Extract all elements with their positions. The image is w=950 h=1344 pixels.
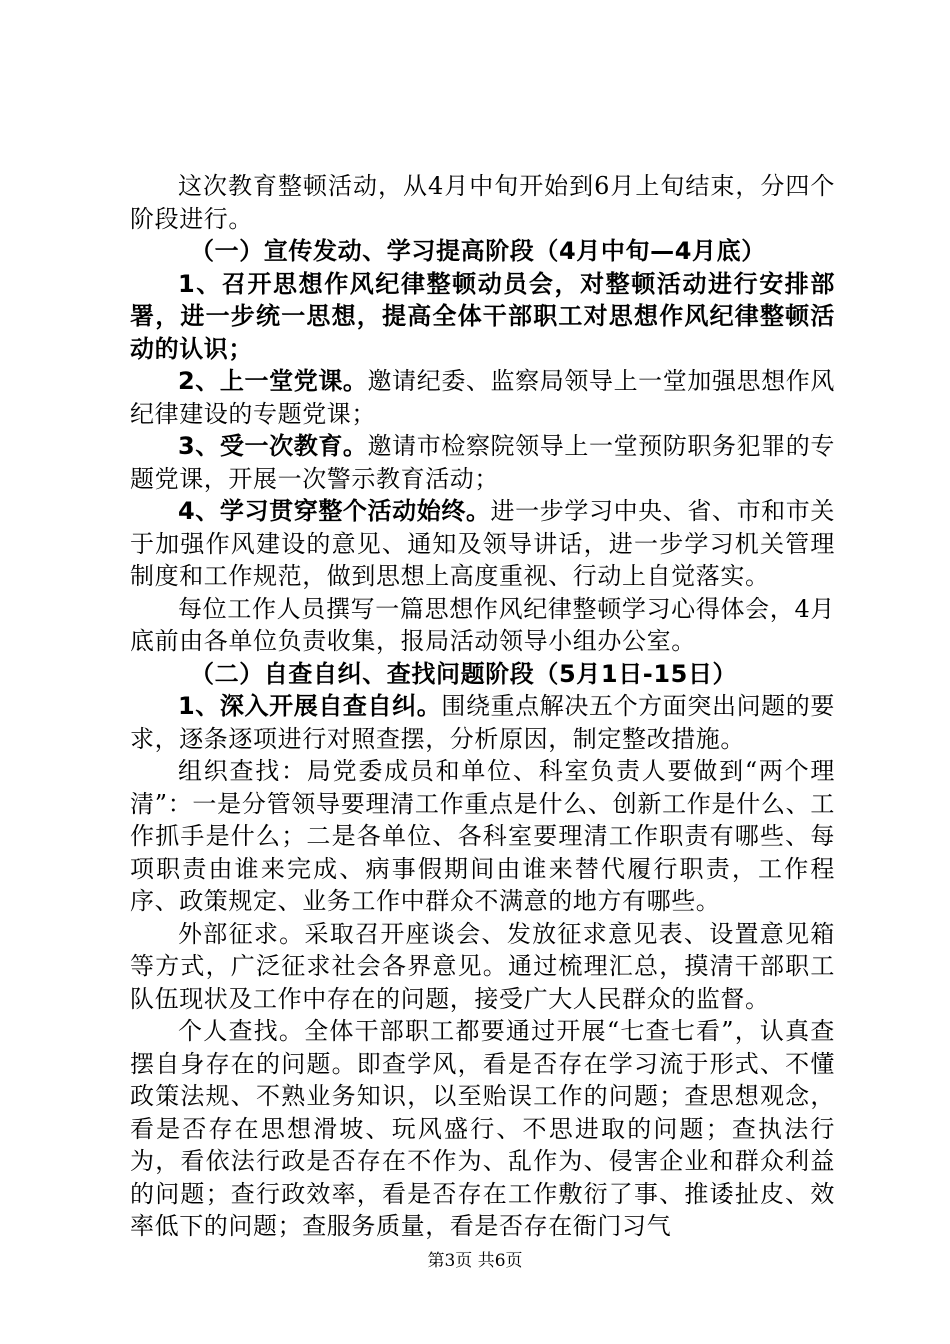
item-3-title: 3、受一次教育。 [178, 432, 368, 460]
item-3-text: 邀请市检察院领导上一堂预防职务犯罪的专题党课，开展一次警示教育活动； [130, 432, 835, 493]
page-footer: 第3页 共6页 [427, 1251, 523, 1271]
paragraph-self-check [130, 690, 835, 755]
item-4-title: 4、学习贯穿整个活动始终。 [178, 497, 491, 525]
self-check-title: 1、深入开展自查自纠。 [178, 692, 442, 720]
section-heading-1: （一）宣传发动、学习提高阶段（4月中旬—4月底） [190, 237, 766, 265]
self-check-text: 围绕重点解决五个方面突出问题的要求，逐条逐项进行对照查摆，分析原因，制定整改措施。 [130, 692, 835, 753]
paragraph-item-1: 1、召开思想作风纪律整顿动员会，对整顿活动进行安排部署，进一步统一思想，提高全体干部职工对思想作风纪律整顿活动的认识； [130, 269, 835, 363]
item-2-text: 邀请纪委、监察局领导上一堂加强思想作风纪律建设的专题党课； [130, 367, 835, 428]
paragraph-reflection: 每位工作人员撰写一篇思想作风纪律整顿学习心得体会，4月底前由各单位负责收集，报局活动领导小组办公室。 [130, 594, 835, 655]
item-2-title: 2、上一堂党课。 [178, 367, 368, 395]
paragraph-item-2 [130, 365, 835, 430]
item-4-text: 进一步学习中央、省、市和市关于加强作风建设的意见、通知及领导讲话，进一步学习机关管理制度和工作规范，做到思想上高度重视、行动上自觉落实。 [130, 497, 835, 590]
paragraph-personal: 个人查找。全体干部职工都要通过开展“七查七看”，认真查摆自身存在的问题。即查学风，看是否存在学习流于形式、不懂政策法规、不熟业务知识，以至贻误工作的问题；查思想观念，看是否存在思想滑坡、玩风盛行、不思进取的问题；查执法行为，看依法行政是否存在不作为、乱作为、侵害企业和群众利益的问题；查行政效率，看是否存在工作敷衍了事、推诿扯皮、效率低下的问题；查服务质量，看是否存在衙门习气 [130, 1017, 835, 1240]
paragraph-organize: 组织查找：局党委成员和单位、科室负责人要做到“两个理清”：一是分管领导要理清工作重点是什么、创新工作是什么、工作抓手是什么；二是各单位、各科室要理清工作职责有哪些、每项职责由谁来完成、病事假期间由谁来替代履行职责，工作程序、政策规定、业务工作中群众不满意的地方有哪些。 [130, 757, 835, 915]
document-body [130, 170, 835, 1243]
paragraph-external: 外部征求。采取召开座谈会、发放征求意见表、设置意见箱等方式，广泛征求社会各界意见。通过梳理汇总，摸清干部职工队伍现状及工作中存在的问题，接受广大人民群众的监督。 [130, 919, 835, 1013]
paragraph-item-4 [130, 495, 835, 593]
paragraph-intro: 这次教育整顿活动，从4月中旬开始到6月上旬结束，分四个阶段进行。 [130, 172, 835, 233]
paragraph-item-3 [130, 430, 835, 495]
section-heading-2: （二）自查自纠、查找问题阶段（5月1日-15日） [190, 659, 738, 688]
